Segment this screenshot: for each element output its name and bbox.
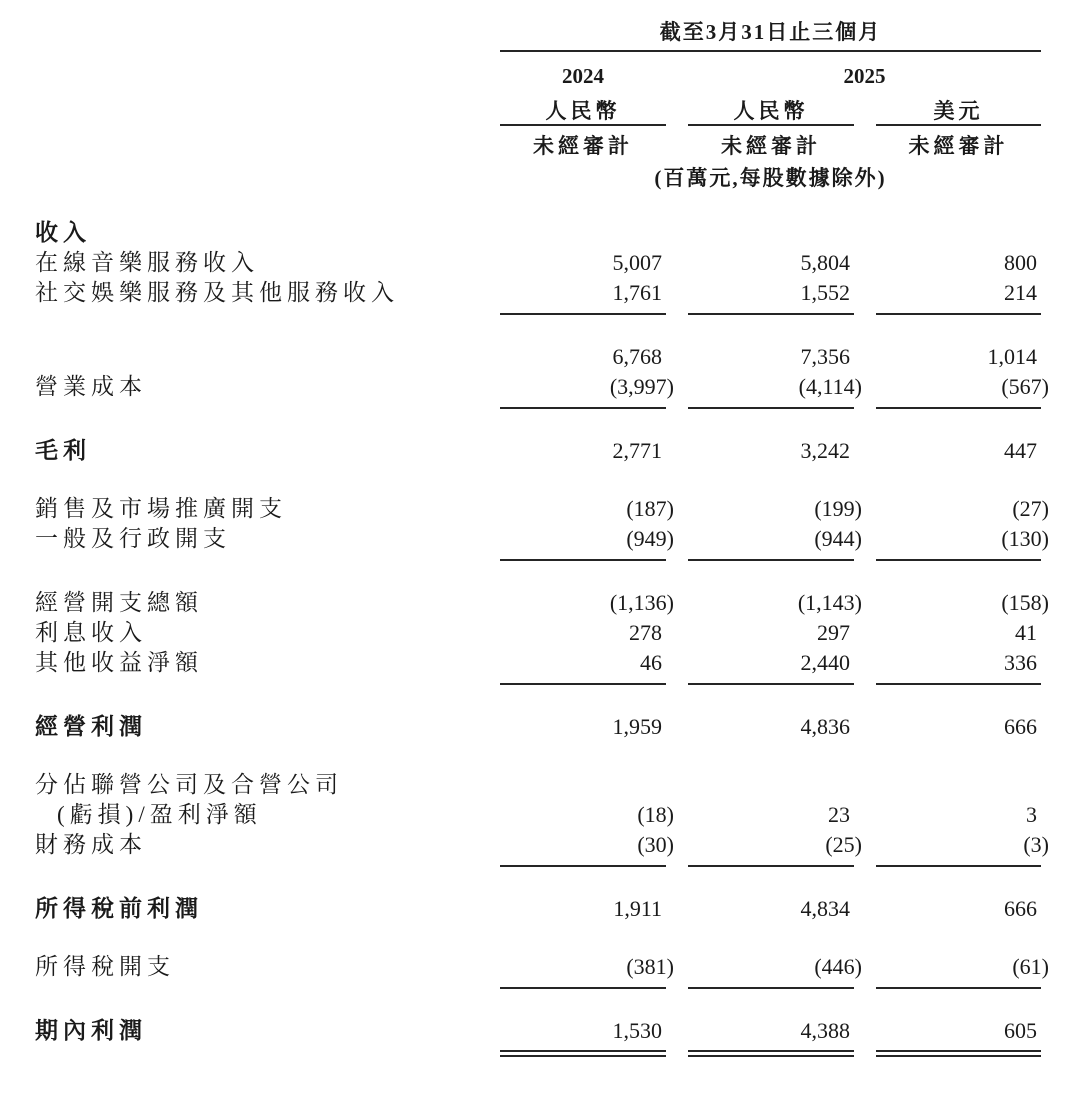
rule-segment [876,1050,1041,1057]
value-2024-rmb: (187) [626,496,674,521]
value-2025-rmb [688,218,854,248]
value-2024-rmb: 6,768 [612,344,662,369]
rule-segment [876,865,1041,867]
row-label: 毛利 [35,438,91,463]
spacer [35,192,1041,218]
value-2024-rmb: 278 [629,620,662,645]
rule-segment [876,407,1041,409]
value-2024-rmb: (1,136) [609,590,674,615]
value-2024-rmb [500,218,666,248]
table-row [35,800,1041,830]
spacer [35,566,1041,588]
row-label: 期內利潤 [35,1018,147,1043]
value-2025-rmb: 4,388 [800,1018,850,1043]
table-body [35,218,1049,1062]
rule-segment [876,313,1041,315]
value-2025-usd [876,218,1041,248]
unaudited-header-2025-rmb: 未經審計 [721,134,821,158]
value-2025-rmb: (4,114) [798,374,862,399]
unaudited-header-2024-rmb: 未經審計 [533,134,633,158]
rule-segment [500,987,666,989]
row-label: 收入 [35,220,91,245]
value-2025-rmb: (199) [814,496,862,521]
rule-segment [876,987,1041,989]
value-2025-usd: (61) [1012,954,1049,979]
row-label: 銷售及市場推廣開支 [35,496,287,521]
value-2025-usd: (3) [1023,832,1049,857]
table-row [35,894,1041,924]
spacer [35,414,1041,436]
rule-segment [500,683,666,685]
rule-segment [688,865,854,867]
value-2025-usd: (27) [1012,496,1049,521]
value-2024-rmb: (18) [637,802,674,827]
currency-header-row [35,90,1041,122]
row-label: 社交娛樂服務及其他服務收入 [35,280,399,305]
unaudited-header-row [35,126,1041,160]
value-2024-rmb: (30) [637,832,674,857]
currency-header-2024-rmb: 人民幣 [545,99,621,123]
value-2025-rmb: (1,143) [797,590,862,615]
row-label [35,342,500,372]
currency-header-2025-usd: 美元 [933,99,984,123]
row-label: (虧損)/盈利淨額 [57,802,262,827]
rule-segment [500,559,666,561]
table-row [35,588,1049,618]
table-row [35,494,1049,524]
single-rule [35,860,1041,872]
row-label: 經營開支總額 [35,590,203,615]
spacer [35,690,1041,712]
value-2025-rmb [688,770,854,800]
table-row [35,372,1049,402]
value-2025-rmb: 2,440 [800,650,850,675]
value-2025-rmb: 3,242 [800,438,850,463]
value-2025-usd: 447 [1004,438,1037,463]
currency-header-2025-rmb: 人民幣 [733,99,809,123]
value-2024-rmb: 1,959 [612,714,662,739]
value-2025-usd: 214 [1004,280,1037,305]
value-2025-rmb: (25) [825,832,862,857]
value-2025-usd: (130) [1001,526,1049,551]
row-label: 營業成本 [35,374,147,399]
rule-segment [500,407,666,409]
table-header [35,16,1041,218]
rule-segment [876,683,1041,685]
value-2025-usd: 1,014 [987,344,1037,369]
value-2024-rmb: 5,007 [612,250,662,275]
spacer [35,320,1041,342]
value-2025-usd: 605 [1004,1018,1037,1043]
period-header-row [35,16,1041,46]
table-row [35,618,1041,648]
spacer [35,924,1041,952]
table-row [35,248,1041,278]
table-row [35,218,1041,248]
row-label: 其他收益淨額 [35,650,203,675]
value-2025-rmb: (944) [814,526,862,551]
row-label: 所得稅開支 [35,954,175,979]
rule-segment [500,865,666,867]
value-2025-usd: 666 [1004,714,1037,739]
table-row [35,830,1049,860]
table-row [35,952,1049,982]
value-2025-rmb: 4,836 [800,714,850,739]
single-rule [35,554,1041,566]
row-label: 利息收入 [35,620,147,645]
table-row [35,648,1041,678]
row-label: 一般及行政開支 [35,526,231,551]
year-2024-label: 2024 [562,64,604,88]
unit-note-row [35,160,1041,192]
row-label: 所得稅前利潤 [35,896,203,921]
single-rule [35,402,1041,414]
rule-segment [688,407,854,409]
single-rule [35,308,1041,320]
value-2024-rmb: 1,911 [613,896,662,921]
value-2025-rmb: 4,834 [800,896,850,921]
unaudited-header-2025-usd: 未經審計 [908,134,1009,158]
value-2025-rmb: 1,552 [800,280,850,305]
table-row [35,712,1041,742]
double-rule [35,1046,1041,1062]
period-header: 截至3月31日止三個月 [659,20,882,44]
table-row [35,436,1041,466]
table-row [35,770,1041,800]
value-2025-usd: (158) [1001,590,1049,615]
value-2025-usd: 336 [1004,650,1037,675]
value-2024-rmb [500,770,666,800]
row-label: 分佔聯營公司及合營公司 [35,772,343,797]
value-2025-rmb: 7,356 [800,344,850,369]
single-rule [35,982,1041,994]
row-label: 財務成本 [35,832,147,857]
rule-segment [688,683,854,685]
rule-segment [688,987,854,989]
value-2025-usd: 3 [1026,802,1037,827]
rule-segment [688,559,854,561]
rule-segment [876,559,1041,561]
value-2025-rmb: 23 [828,802,850,827]
table-row [35,1016,1041,1046]
value-2024-rmb: (381) [626,954,674,979]
single-rule [35,678,1041,690]
spacer [35,466,1041,494]
unit-note: (百萬元,每股數據除外) [654,166,887,190]
rule-segment [688,313,854,315]
value-2025-usd: 666 [1004,896,1037,921]
value-2025-rmb: 5,804 [800,250,850,275]
value-2024-rmb: 46 [640,650,662,675]
value-2025-usd [876,770,1041,800]
year-2025-label: 2025 [843,64,886,88]
value-2025-usd: 800 [1004,250,1037,275]
value-2024-rmb: (3,997) [609,374,674,399]
value-2025-rmb: 297 [817,620,850,645]
table-row [35,524,1049,554]
row-label: 在線音樂服務收入 [35,250,259,275]
value-2025-usd: 41 [1015,620,1037,645]
spacer [35,742,1041,770]
rule-segment [500,1050,666,1057]
spacer [35,872,1041,894]
rule-segment [500,313,666,315]
year-header-row [35,52,1041,90]
value-2024-rmb: 1,530 [612,1018,662,1043]
value-2024-rmb: 1,761 [612,280,662,305]
value-2025-usd: (567) [1001,374,1049,399]
value-2024-rmb: (949) [626,526,674,551]
table-row [35,342,1041,372]
table-row [35,278,1041,308]
rule-segment [688,1050,854,1057]
value-2024-rmb: 2,771 [612,438,662,463]
row-label: 經營利潤 [35,714,147,739]
spacer [35,994,1041,1016]
value-2025-rmb: (446) [814,954,862,979]
